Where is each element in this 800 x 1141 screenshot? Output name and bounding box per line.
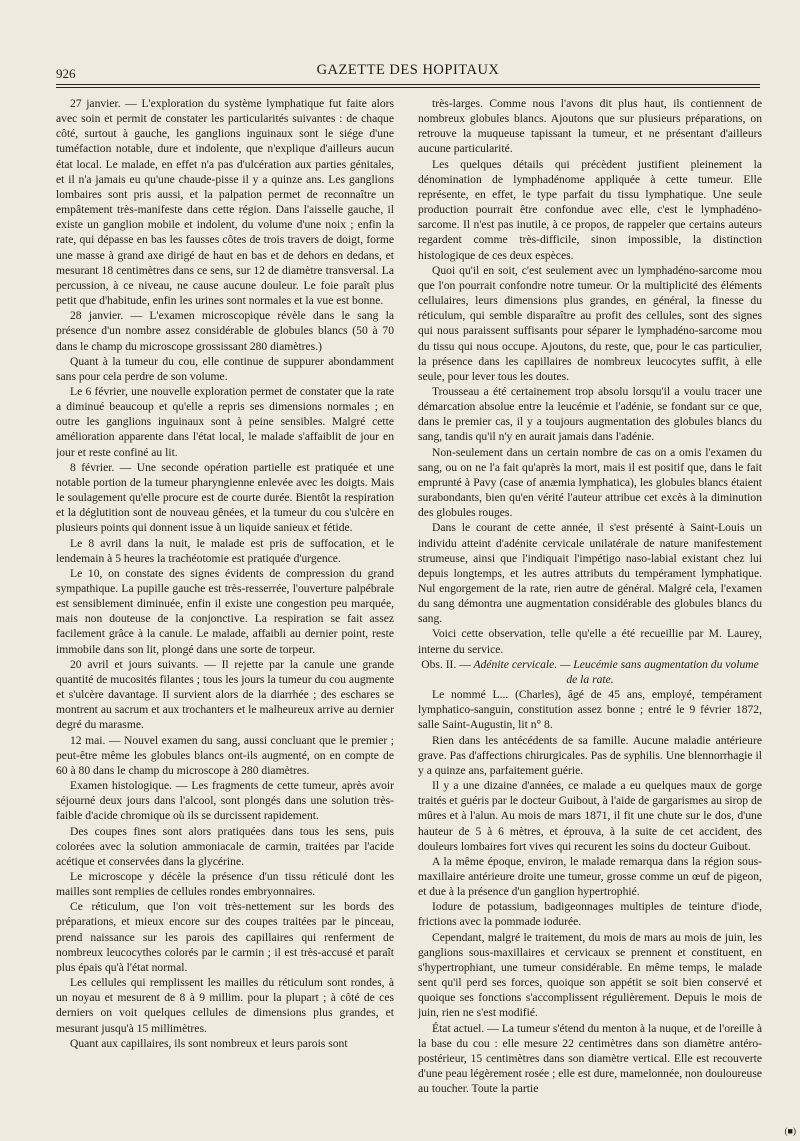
paragraph: Quant à la tumeur du cou, elle continue de suppurer abondamment sans pour cela perdre de son volume. xyxy=(56,354,394,383)
paragraph: Quoi qu'il en soit, c'est seulement avec un lymphadéno-sarcome mou que l'on pourrait confondre notre tumeur. Or la multiplicité des éléments cellulaires, leurs dimensions plus grandes, en général, la finesse du réticulum, qui semble disparaître au profit des cellules, sont des signes qui nous paraissent suffisants pour séparer le lymphadéno-sarcome mou du tissu qui nous occupe. Ajoutons, du reste, que, pour le cas particulier, la présence dans les capillaires de nombreux leucocytes suffit, à elle seule, pour lever tous les doutes. xyxy=(418,263,762,383)
running-title: GAZETTE DES HOPITAUX xyxy=(316,62,500,78)
paragraph: 8 février. — Une seconde opération partielle est pratiquée et une notable portion de la tumeur pharyngienne enlevée avec les doigts. Mais le soulagement qu'elle procure est de courte durée. Bientôt la respiration et la déglutition sont de nouveau gênées, et la tumeur du cou s'ulcère en plusieurs points qui donnent issue à un liquide sanieux et fétide. xyxy=(56,460,394,535)
paragraph: 27 janvier. — L'exploration du système lymphatique fut faite alors avec soin et permit de constater les particularités suivantes : de chaque côté, surtout à gauche, les ganglions inguinaux sont le siége d'une tuméfaction notable, dure et indolente, que n'explique d'ailleurs aucun état local. Le malade, en effet n'a pas d'ulcération aux parties génitales, et il n'a jamais eu qu'une chaude-pisse il y a quinze ans. Les ganglions lombaires sont pris aussi, et la palpation permet de reconnaître un empâtement très-manifeste dans cette région. Dans l'aisselle gauche, il existe un ganglion mobile et indolent, du volume d'une noix ; enfin la rate, qui dépasse en bas les fausses côtes de trois travers de doigt, forme une masse à grand axe dirigé de haut en bas et de dehors en dedans, et mesurant 18 centimètres dans ce sens, sur 12 de diamètre transversal. La percussion, à ce niveau, ne cause aucune douleur. Le foie paraît plus petit que d'habitude, enfin les urines sont normales et la vue est bonne. xyxy=(56,97,394,308)
paragraph: 12 mai. — Nouvel examen du sang, aussi concluant que le premier ; peut-être même les globules blancs ont-ils augmenté, on en compte de 60 à 80 dans le champ du microscope à 280 diamètres. xyxy=(56,733,394,777)
right-column xyxy=(418,96,762,1136)
paragraph: très-larges. Comme nous l'avons dit plus haut, ils contiennent de nombreux globules blancs. Ajoutons que sur plusieurs préparations, on retrouve la muqueuse tapissant la tumeur, et ne présentant d'ailleurs aucune particularité. xyxy=(418,97,762,156)
paragraph: Trousseau a été certainement trop absolu lorsqu'il a voulu tracer une démarcation absolue entre la leucémie et l'adénie, se fondant sur ce que, dans le premier cas, il y a toujours augmentation des globules blancs du sang, tandis qu'il n'y en aurait jamais dans l'adénie. xyxy=(418,384,762,444)
paragraph: Le microscope y décèle la présence d'un tissu réticulé dont les mailles sont remplies de cellules rondes embryonnaires. xyxy=(56,869,394,899)
paragraph: Le 10, on constate des signes évidents de compression du grand sympathique. La pupille gauche est très-resserrée, l'ouverture palpébrale est sensiblement diminuée, enfin il existe une congestion peu marquée, mais non douteuse de la conjonctive. La respiration se fait assez facilement grâce à la canule. Le malade, affaibli au dernier point, reste immobile dans son lit, plongé dans une sorte de torpeur. xyxy=(56,566,394,656)
left-column xyxy=(56,96,394,1136)
paragraph: Rien dans les antécédents de sa famille. Aucune maladie antérieure grave. Pas d'affections chirurgicales. Pas de syphilis. Une blennorrhagie il y a quinze ans, parfaitement guérie. xyxy=(418,733,762,777)
paragraph: Les quelques détails qui précèdent justifient pleinement la dénomination de lymphadénome appliquée à cette tumeur. Elle représente, en effet, le type parfait du tissu lymphatique. Une seule production pourrait être confondue avec elle, c'est le lymphadéno-sarcome. Il n'est pas inutile, à ce propos, de rappeler que certains auteurs regardent comme très-difficile, sinon impossible, la distinction histologique de ces deux espèces. xyxy=(418,157,762,262)
paragraph: Examen histologique. — Les fragments de cette tumeur, après avoir séjourné deux jours dans l'alcool, sont plongés dans une solution très-faible d'acide chromique où ils se durcissent rapidement. xyxy=(56,779,394,823)
corner-mark: (■) xyxy=(784,1126,796,1136)
paragraph: Il y a une dizaine d'années, ce malade a eu quelques maux de gorge traités et guéris par le docteur Guibout, à l'aide de gargarismes au sirop de mûres et à l'alun. Au mois de mars 1871, il fit une chute sur le dos, d'une hauteur de 5 à 6 mètres, et éprouva, à la suite de cet accident, des douleurs lombaires fort vives qui recurent les soins du docteur Guibout. xyxy=(418,779,762,853)
page-number: 926 xyxy=(56,66,76,81)
observation-heading xyxy=(418,657,762,687)
page-header xyxy=(56,56,760,90)
observation-title: Adénite cervicale. — Leucémie sans augmentation du volume de la rate. xyxy=(473,657,759,686)
header-rule xyxy=(56,87,760,88)
paragraph: 20 avril et jours suivants. — Il rejette par la canule une grande quantité de mucosités filantes ; tous les jours la tumeur du cou augmente et s'ulcère davantage. Il survient alors de la diarrhée ; des eschares se montrent au sacrum et aux trochanters et le malheureux arrive au dernier degré du marasme. xyxy=(56,657,394,732)
paragraph: Les cellules qui remplissent les mailles du réticulum sont rondes, à un noyau et mesurent de 8 à 9 millim. pour la plupart ; à côté de ces derniers on voit quelques cellules de dimensions plus grandes, et mesurant jusqu'à 15 millimètres. xyxy=(56,976,394,1035)
paragraph: Voici cette observation, telle qu'elle a été recueillie par M. Laurey, interne du service. xyxy=(418,627,762,656)
paragraph: Non-seulement dans un certain nombre de cas on a omis l'examen du sang, ou on ne l'a fait qu'après la mort, mais il est positif que, dans le fait emprunté à Pavy (case of anæmia lymphatica), les globules blancs étaient surabondants, bien qu'en vérité l'auteur attribue cet excès à la diminution des globules rouges. xyxy=(418,445,762,520)
observation-label: Obs. II. — xyxy=(421,657,471,671)
paragraph: Ce réticulum, que l'on voit très-nettement sur les bords des préparations, et mieux encore sur des coupes traitées par le pinceau, prend naissance sur les parois des capillaires qui renferment de nombreux leucocythes colorés par le carmin ; il est très-accusé et paraît plus épais qu'à l'état normal. xyxy=(56,900,394,974)
paragraph: Quant aux capillaires, ils sont nombreux et leurs parois sont xyxy=(70,1036,348,1050)
paragraph: Iodure de potassium, badigeonnages multiples de teinture d'iode, frictions avec la pommade iodurée. xyxy=(418,900,762,929)
paragraph: Cependant, malgré le traitement, du mois de mars au mois de juin, les ganglions sous-maxillaires et cervicaux se prennent et constituent, en s'hypertrophiant, une tumeur considérable. En même temps, le malade sent qu'il perd ses forces, quoique son appétit se soit bien conservé et quoique ses fonctions s'accomplissent régulièrement. Depuis le mois de juin, rien ne s'est modifié. xyxy=(418,930,762,1020)
paragraph: Le nommé L... (Charles), âgé de 45 ans, employé, tempérament lymphatico-sanguin, constitution assez bonne ; entré le 9 février 1872, salle Saint-Augustin, lit n° 8. xyxy=(418,688,762,732)
paragraph: Le 8 avril dans la nuit, le malade est pris de suffocation, et le lendemain à 5 heures la trachéotomie est pratiquée d'urgence. xyxy=(56,536,394,565)
header-rule xyxy=(56,84,760,85)
paragraph: État actuel. — La tumeur s'étend du menton à la nuque, et de l'oreille à la base du cou : elle mesure 22 centimètres dans son diamètre antéro-postérieur, 15 centimètres dans son diamètre vertical. Elle est recouverte d'une peau légèrement rosée ; elle est dure, mamelonnée, non douloureuse au toucher. Toute la partie xyxy=(418,1021,762,1096)
paragraph: Dans le courant de cette année, il s'est présenté à Saint-Louis un individu atteint d'adénite cervicale unilatérale de nature manifestement strumeuse, ainsi que l'indiquait l'impétigo naso-labial existant chez lui depuis longtemps, et les autres attributs du tempérament lymphatique. Nul engorgement de la rate, rien autre de général. Malgré cela, l'examen du sang démontra une augmentation considérable des globules blancs du sang. xyxy=(418,521,762,626)
paragraph: Des coupes fines sont alors pratiquées dans tous les sens, puis colorées avec la solution ammoniacale de carmin, traitées par l'acide acétique et conservées dans la glycérine. xyxy=(56,824,394,868)
paragraph: A la même époque, environ, le malade remarqua dans la région sous-maxillaire antérieure droite une tumeur, grosse comme un œuf de pigeon, et due à la présence d'un ganglion hypertrophié. xyxy=(418,854,762,899)
paragraph: 28 janvier. — L'examen microscopique révèle dans le sang la présence d'un nombre assez considérable de globules blancs (50 à 70 dans le champ du microscope grossissant 280 diamètres.) xyxy=(56,309,394,353)
paragraph: Le 6 février, une nouvelle exploration permet de constater que la rate a diminué beaucoup et qu'elle a repris ses dimensions normales ; en outre les ganglions inguinaux sont à peine sensibles. Malgré cette amélioration apparente dans l'état local, le malade s'affaiblit de jour en jour et reste confiné au lit. xyxy=(56,384,394,459)
